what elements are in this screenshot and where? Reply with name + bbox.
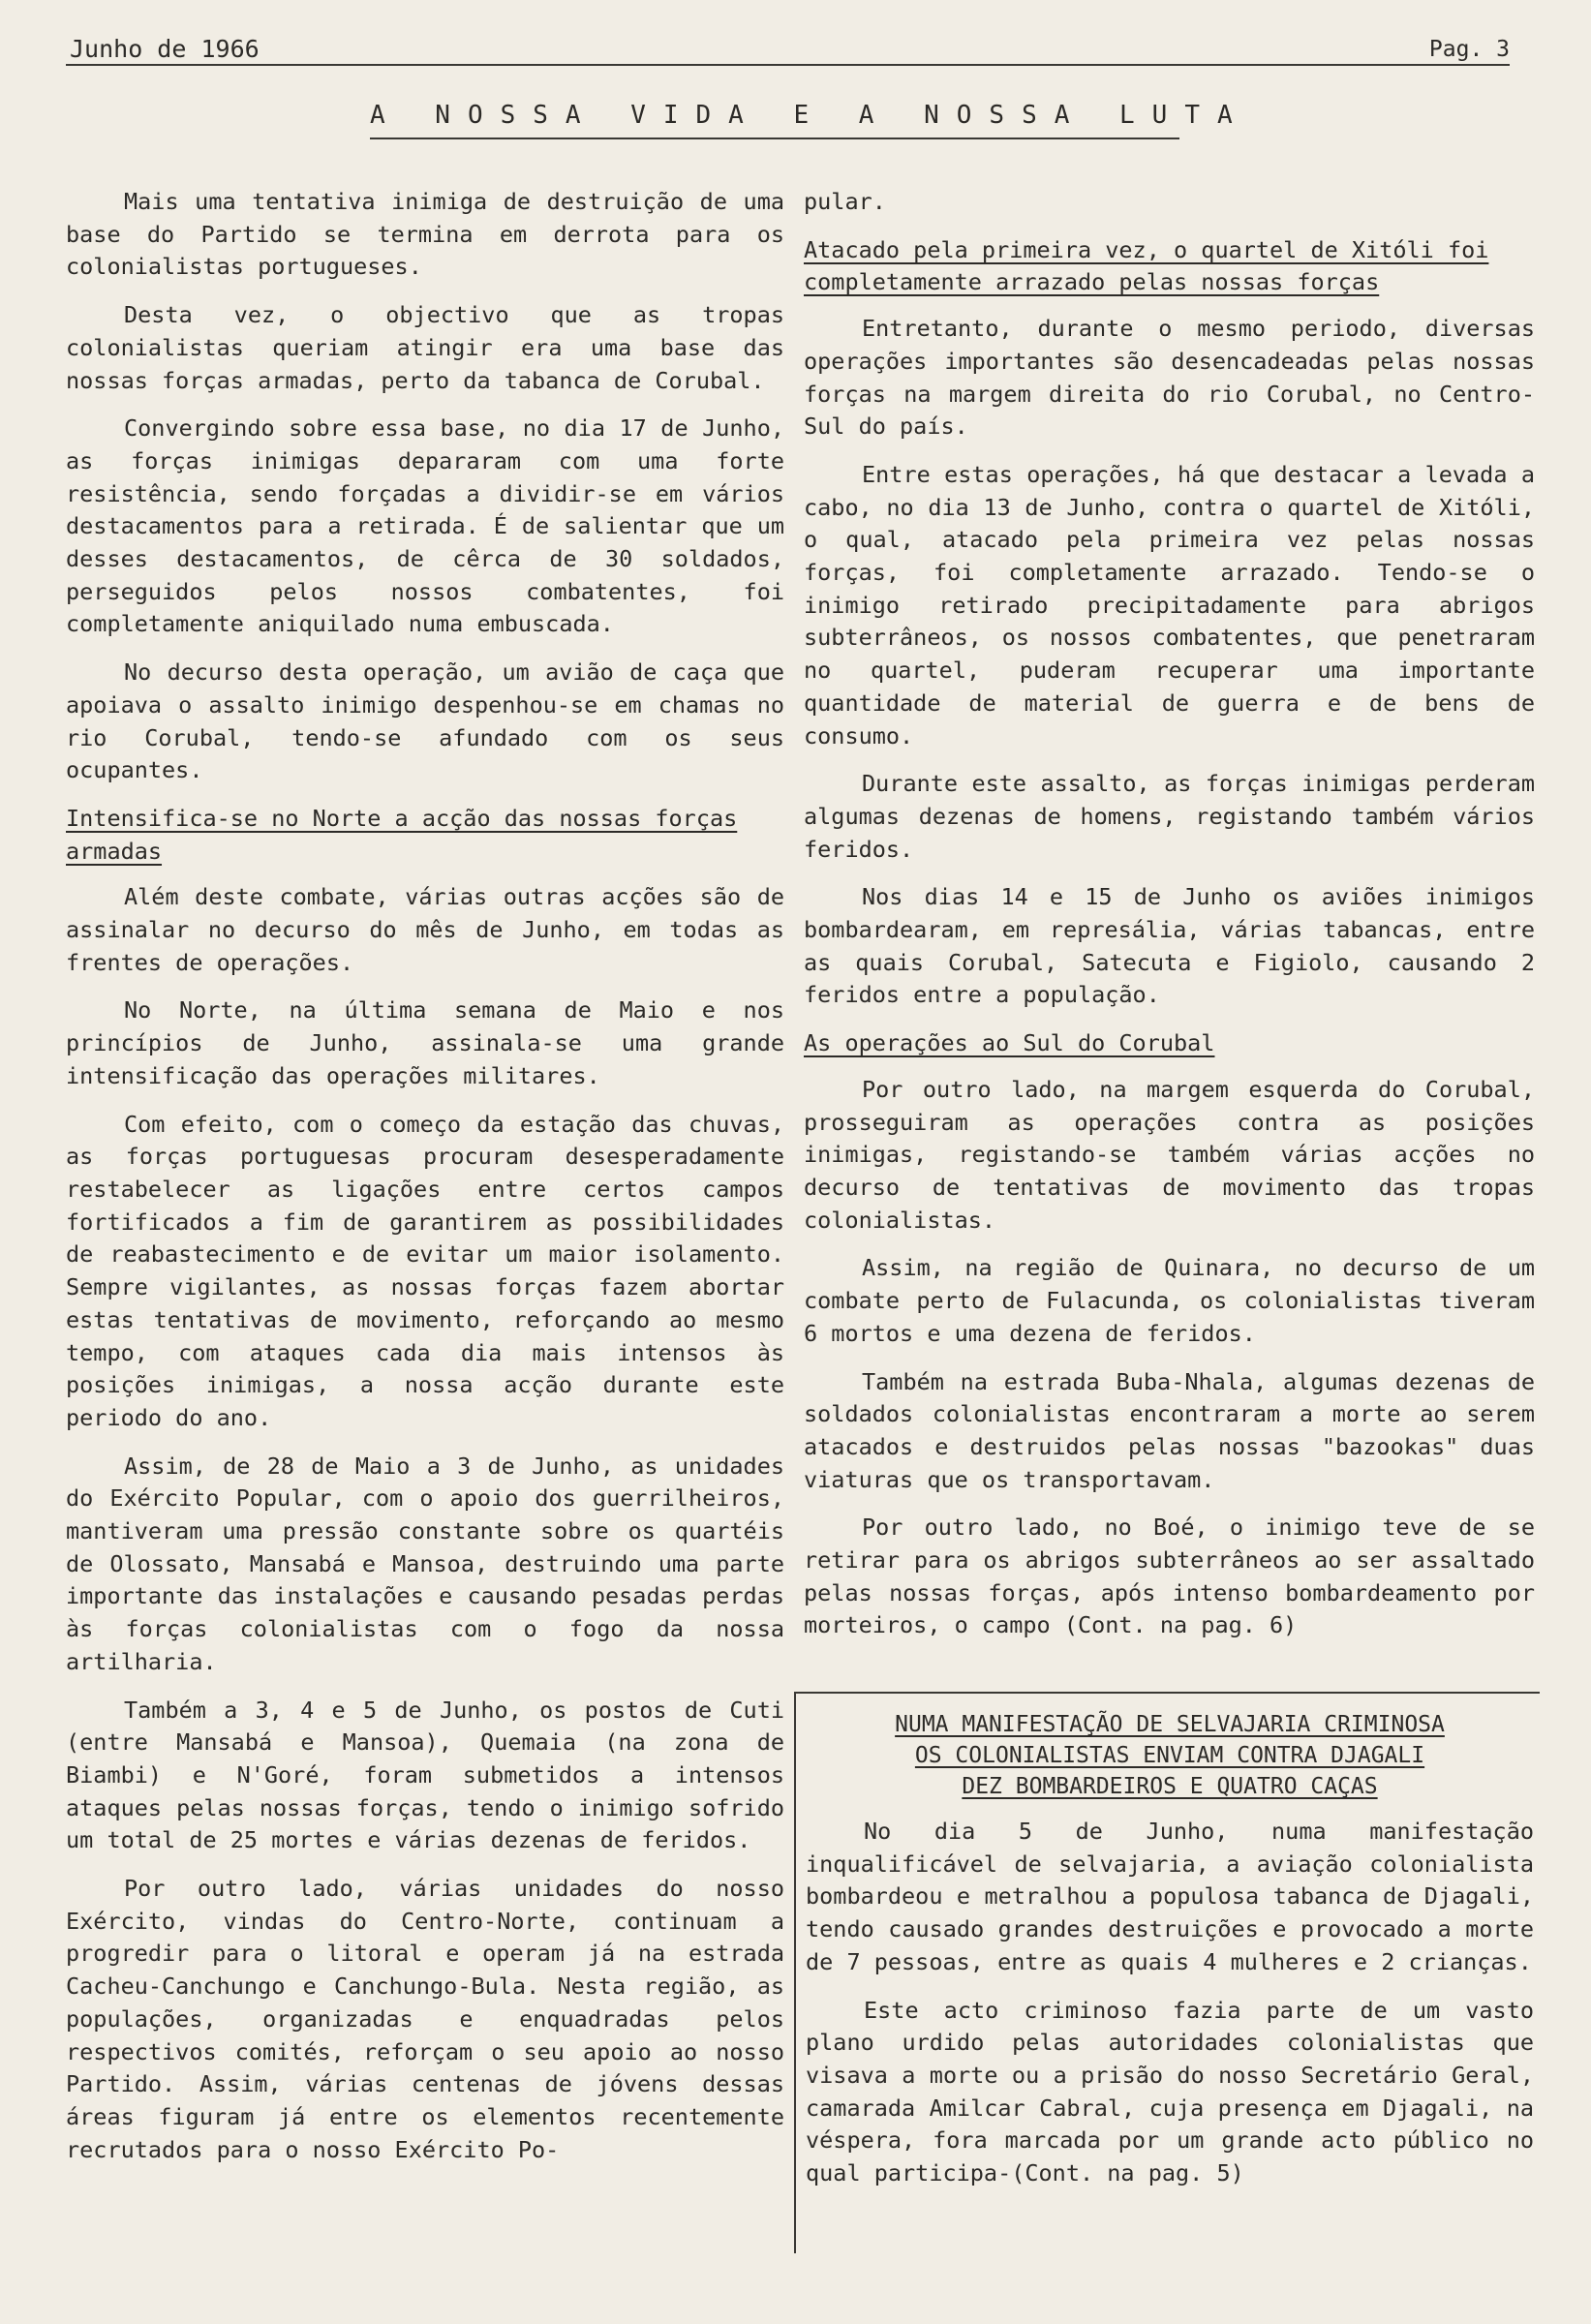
box-side-rule bbox=[794, 1692, 800, 2253]
paragraph: Este acto criminoso fazia parte de um vasto plano urdido pelas autoridades colonialistas que visava a morte ou a prisão do nosso Secretário Geral, camarada Amilcar Cabral, cuja presença em Djagali, na véspera, fora marcada por um grande acto público no qual participa-(Cont. na pag. 5) bbox=[806, 1996, 1534, 2187]
subheading: As operações ao Sul do Corubal bbox=[804, 1029, 1215, 1057]
paragraph: Nos dias 14 e 15 de Junho os aviões inimigos bombardearam, em represália, várias tabancas, entre as quais Corubal, Satecuta e Figiolo, causando 2 feridos entre a população. bbox=[804, 883, 1535, 1009]
header-rule bbox=[66, 64, 1510, 66]
paragraph: Assim, de 28 de Maio a 3 de Junho, as unidades do Exército Popular, com o apoio dos guerrilheiros, mantiveram uma pressão constante sobre os quartéis de Olossato, Mansabá e Mansoa, destruindo uma parte importante das instalações e causando pesadas perdas às forças colonialistas com o fogo da nossa artilharia. bbox=[66, 1452, 784, 1675]
subheading: Atacado pela primeira vez, o quartel de Xitóli foi completamente arrazado pelas nossas forças bbox=[804, 235, 1489, 296]
paragraph: Assim, na região de Quinara, no decurso de um combate perto de Fulacunda, os colonialistas tiveram 6 mortos e uma dezena de feridos. bbox=[804, 1254, 1535, 1347]
paragraph: No dia 5 de Junho, numa manifestação inqualificável de selvajaria, a aviação colonialista bombardeou e metralhou a populosa tabanca de Djagali, tendo causado grandes destruições e provocado a morte de 7 pessoas, entre as quais 4 mulheres e 2 crianças. bbox=[806, 1818, 1534, 1975]
paragraph: Entretanto, durante o mesmo periodo, diversas operações importantes são desencadeadas pelas nossas forças na margem direita do rio Corubal, no Centro-Sul do país. bbox=[804, 315, 1535, 441]
paragraph: Também a 3, 4 e 5 de Junho, os postos de Cuti (entre Mansabá e Mansoa), Quemaia (na zona de Biambi) e N'Goré, foram submetidos a intensos ataques pelas nossas forças, tendo o inimigo sofrido um total de 25 mortes e várias dezenas de feridos. bbox=[66, 1696, 784, 1854]
paragraph: Também na estrada Buba-Nhala, algumas dezenas de soldados colonialistas encontraram a morte ao serem atacados e destruidos pelas nossas "bazookas" duas viaturas que os transportavam. bbox=[804, 1367, 1535, 1493]
paragraph: No decurso desta operação, um avião de caça que apoiava o assalto inimigo despenhou-se em chamas no rio Corubal, tendo-se afundado com os seus ocupantes. bbox=[66, 658, 784, 784]
paragraph: Durante este assalto, as forças inimigas perderam algumas dezenas de homens, registando também vários feridos. bbox=[804, 770, 1535, 863]
paragraph: Além deste combate, várias outras acções são de assinalar no decurso do mês de Junho, em todas as frentes de operações. bbox=[66, 883, 784, 976]
box-headline-line: OS COLONIALISTAS ENVIAM CONTRA DJAGALI bbox=[914, 1743, 1425, 1768]
subheading: Intensifica-se no Norte a acção das nossas forças armadas bbox=[66, 804, 738, 865]
box-headline bbox=[806, 1709, 1534, 1802]
box-headline-line: NUMA MANIFESTAÇÃO DE SELVAJARIA CRIMINOSA bbox=[895, 1712, 1445, 1737]
paragraph: Mais uma tentativa inimiga de destruição de uma base do Partido se termina em derrota para os colonialistas portugueses. bbox=[66, 188, 784, 281]
paragraph: Convergindo sobre essa base, no dia 17 de Junho, as forças inimigas depararam com uma forte resistência, sendo forçadas a dividir-se em vários destacamentos para a retirada. É de salientar que um desses destacamentos, de cêrca de 30 soldados, perseguidos pelos nossos combatentes, foi completamente aniquilado numa embuscada. bbox=[66, 414, 784, 638]
paragraph: Por outro lado, várias unidades do nosso Exército, vindas do Centro-Norte, continuam a progredir para o litoral e operam já na estrada Cacheu-Canchungo e Canchungo-Bula. Nesta região, as populações, organizadas e enquadradas pelos respectivos comités, reforçam o seu apoio ao nosso Partido. Assim, várias centenas de jóvens dessas áreas figuram já entre os elementos recentemente recrutados para o nosso Exército Po- bbox=[66, 1875, 784, 2163]
box-headline-line: DEZ BOMBARDEIROS E QUATRO CAÇAS bbox=[962, 1774, 1378, 1799]
paragraph: Desta vez, o objectivo que as tropas colonialistas queriam atingir era uma base das nossas forças armadas, perto da tabanca de Corubal. bbox=[66, 301, 784, 394]
right-column bbox=[804, 186, 1535, 1658]
boxed-article bbox=[806, 1709, 1534, 2206]
paragraph: Com efeito, com o começo da estação das chuvas, as forças portuguesas procuram desesperadamente restabelecer as ligações entre certos campos fortificados a fim de garantirem as possibilidades de reabastecimento e de evitar um maior isolamento. Sempre vigilantes, as nossas forças fazem abortar estas tentativas de movimento, reforçando ao mesmo tempo, com ataques cada dia mais intensos às posições inimigas, a nossa acção durante este periodo do ano. bbox=[66, 1110, 784, 1431]
box-top-rule bbox=[794, 1692, 1540, 1694]
paragraph: Por outro lado, no Boé, o inimigo teve de se retirar para os abrigos subterrâneos ao ser assaltado pelas nossas forças, após intenso bombardeamento por morteiros, o campo (Cont. na pag. 6) bbox=[804, 1514, 1535, 1639]
paragraph-continuation: pular. bbox=[804, 188, 886, 215]
section-title-rule bbox=[370, 138, 1179, 139]
section-title: A NOSSA VIDA E A NOSSA LUTA bbox=[370, 101, 1250, 130]
paragraph: No Norte, na última semana de Maio e nos princípios de Junho, assinala-se uma grande intensificação das operações militares. bbox=[66, 996, 784, 1089]
left-column bbox=[66, 186, 784, 2182]
paragraph: Entre estas operações, há que destacar a levada a cabo, no dia 13 de Junho, contra o quartel de Xitóli, o qual, atacado pela primeira vez pelas nossas forças, foi completamente arrazado. Tendo-se o inimigo retirado precipitadamente para abrigos subterrâneos, os nossos combatentes, que penetraram no quartel, puderam recuperar uma importante quantidade de material de guerra e de bens de consumo. bbox=[804, 460, 1535, 749]
paragraph: Por outro lado, na margem esquerda do Corubal, prosseguiram as operações contra as posições inimigas, registando-se também várias acções no decurso de tentativas de movimento das tropas colonialistas. bbox=[804, 1075, 1535, 1234]
page-number: Pag. 3 bbox=[1428, 37, 1510, 62]
issue-date: Junho de 1966 bbox=[70, 35, 260, 63]
